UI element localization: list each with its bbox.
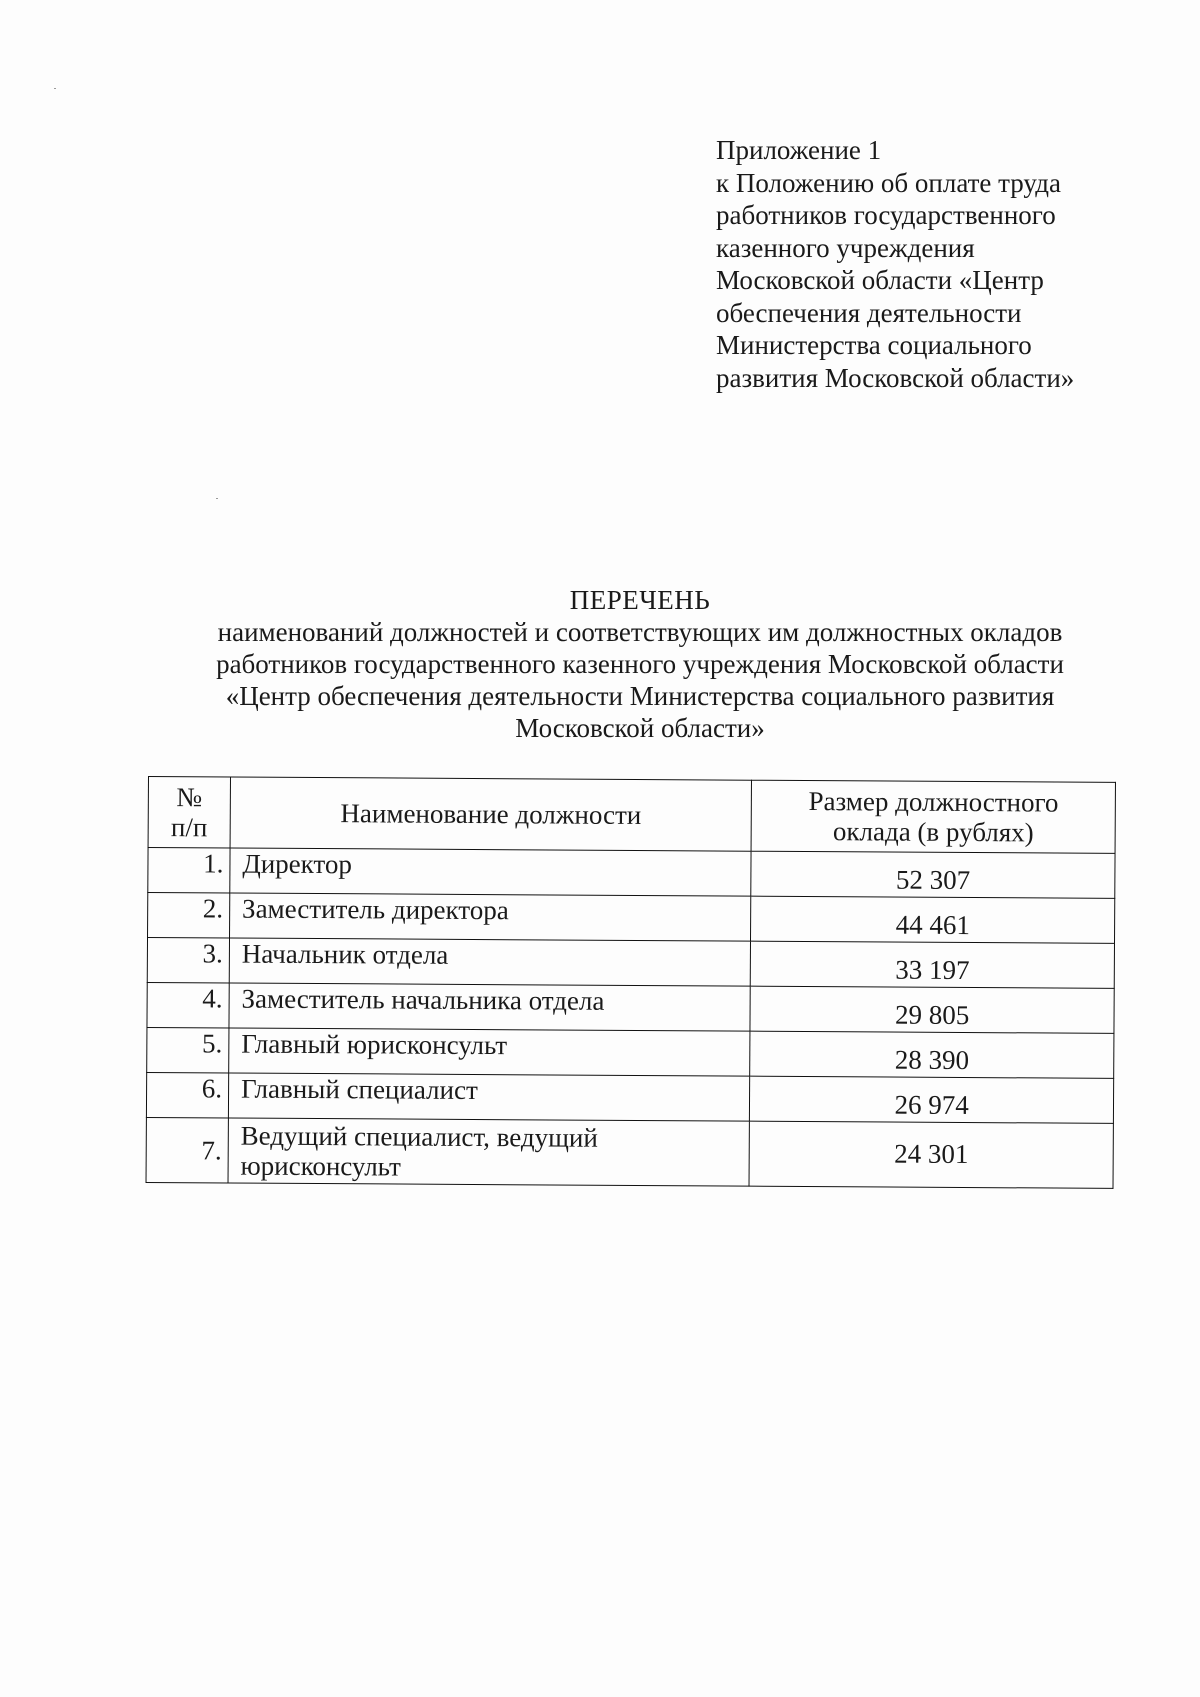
header-salary-line: Размер должностного: [808, 786, 1059, 818]
appendix-line: Приложение 1: [716, 135, 882, 165]
header-salary-line: оклада (в рублях): [832, 816, 1034, 848]
position-name: Заместитель начальника отдела: [229, 983, 751, 1031]
appendix-line: работников государственного: [716, 200, 1056, 230]
row-number: 2.: [148, 893, 230, 938]
position-name: Директор: [230, 848, 752, 896]
table-row: [147, 938, 1114, 989]
position-name: Заместитель директора: [229, 893, 751, 941]
table-row: [146, 1117, 1113, 1188]
title-line: работников государственного казенного учреждения Московской области: [216, 649, 1064, 679]
title-heading: ПЕРЕЧЕНЬ: [569, 585, 711, 615]
title-line: Московской области»: [515, 713, 765, 743]
table-row: [146, 1072, 1113, 1123]
position-name-line: юрисконсульт: [240, 1150, 401, 1182]
salary-value: 52 307: [751, 851, 1115, 898]
salary-value: 28 390: [750, 1031, 1114, 1078]
position-name: Начальник отдела: [229, 938, 751, 986]
table-row: [148, 848, 1115, 899]
title-line: «Центр обеспечения деятельности Министерства социального развития: [225, 681, 1055, 711]
title-line: наименований должностей и соответствующих им должностных окладов: [217, 617, 1063, 647]
table-row: [148, 893, 1115, 944]
row-number: 6.: [146, 1072, 228, 1117]
row-number: 7.: [146, 1117, 228, 1182]
appendix-line: Министерства социального: [716, 330, 1032, 360]
row-number: 4.: [147, 982, 229, 1027]
appendix-line: Московской области «Центр: [716, 265, 1044, 295]
header-num-label: п/п: [170, 812, 208, 843]
document-title: [140, 584, 1140, 744]
salary-value: 29 805: [750, 986, 1114, 1033]
position-name: [228, 1118, 750, 1186]
appendix-line: развития Московской области»: [716, 362, 1075, 393]
position-name-line: Ведущий специалист, ведущий: [240, 1120, 598, 1153]
salary-table: [146, 776, 1116, 1189]
table-header-row: [148, 777, 1115, 854]
appendix-note: [716, 134, 1136, 394]
scan-speck: [54, 88, 56, 89]
header-num: [148, 777, 230, 848]
scan-speck: [216, 498, 218, 499]
salary-value: 24 301: [749, 1121, 1113, 1188]
row-number: 3.: [147, 938, 229, 983]
header-name: Наименование должности: [230, 777, 752, 851]
salary-value: 26 974: [750, 1076, 1114, 1123]
appendix-line: казенного учреждения: [716, 232, 975, 263]
row-number: 1.: [148, 848, 230, 893]
appendix-line: к Положению об оплате труда: [716, 167, 1061, 198]
position-name: Главный юрисконсульт: [229, 1028, 751, 1076]
header-salary: [751, 780, 1115, 853]
salary-value: 44 461: [751, 896, 1115, 943]
table-row: [147, 1027, 1114, 1078]
table-row: [147, 982, 1114, 1033]
header-num-symbol: №: [176, 782, 203, 813]
position-name: Главный специалист: [228, 1073, 750, 1121]
row-number: 5.: [147, 1027, 229, 1072]
appendix-line: обеспечения деятельности: [716, 297, 1022, 328]
salary-value: 33 197: [751, 941, 1115, 988]
